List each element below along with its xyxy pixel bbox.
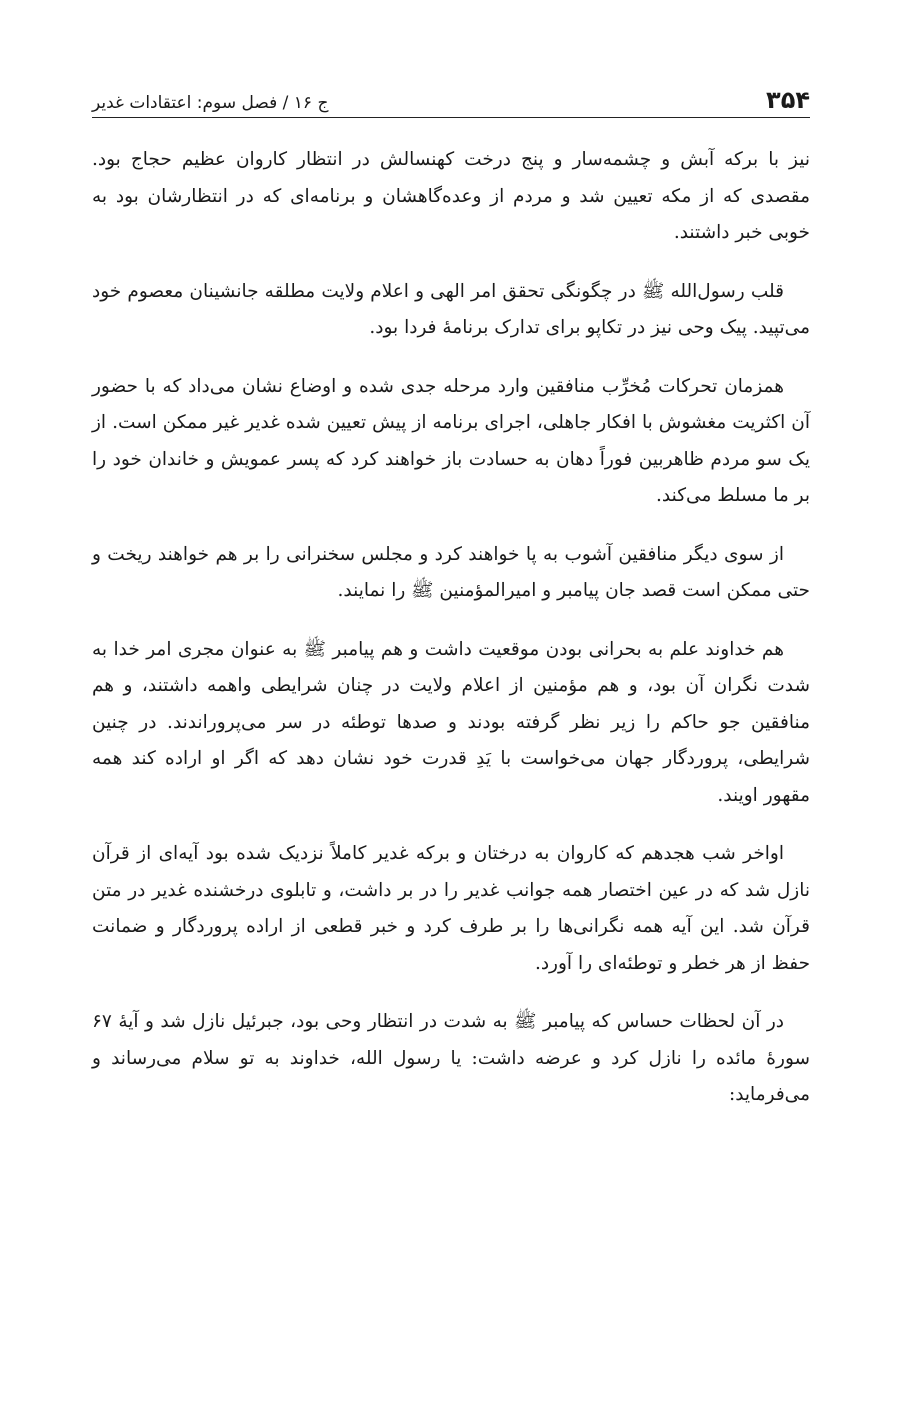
paragraph-1: نیز با برکه آبش و چشمه‌سار و پنج درخت کهنسالش در انتظار کاروان عظیم حجاج بود. مقصدی که از مکه تعیین شد و مردم از وعده‌گاهشان و برنامه‌ای که در انتظارشان بود به خوبی خبر داشتند. <box>92 149 810 243</box>
running-header <box>92 72 810 112</box>
paragraph-7: در آن لحظات حساس که پیامبر ﷺ به شدت در انتظار وحی بود، جبرئیل نازل شد و آیهٔ ۶۷ سورهٔ مائده را نازل کرد و عرضه داشت: یا رسول الله، خداوند به تو سلام می‌رساند و می‌فرماید: <box>92 1011 810 1105</box>
paragraph-4: از سوی دیگر منافقین آشوب به پا خواهند کرد و مجلس سخنرانی را بر هم خواهند ریخت و حتی ممکن است قصد جان پیامبر و امیرالمؤمنین ﷺ را نمایند. <box>92 543 810 601</box>
paragraph-5: هم خداوند علم به بحرانی بودن موقعیت داشت و هم پیامبر ﷺ به عنوان مجری امر خدا به شدت نگران آن بود، و هم مؤمنین از اعلام ولایت در چنان شرایطی واهمه داشتند، و هم منافقین جو حاکم را زیر نظر گرفته بودند و صدها توطئه در سر می‌پروراندند. در چنین شرایطی، پروردگار جهان می‌خواست با یَدِ قدرت خود نشان دهد که اگر او اراده کند همه مقهور اویند. <box>92 638 810 806</box>
paragraph-3: همزمان تحرکات مُخرِّب منافقین وارد مرحله جدی شده و اوضاع نشان می‌داد که با حضور آن اکثریت مغشوش با افکار جاهلی، اجرای برنامه از پیش تعیین شده غدیر غیر ممکن است. از یک سو مردم ظاهربین فوراً دهان به حسادت باز خواهند کرد که پسر عمویش و خاندان خود را بر ما مسلط می‌کند. <box>92 375 810 506</box>
book-page <box>92 0 810 1405</box>
header-rule <box>92 117 810 118</box>
body-text <box>92 142 810 1136</box>
page-number: ۳۵۴ <box>766 86 810 114</box>
running-title: ج ۱۶ / فصل سوم: اعتقادات غدیر <box>92 93 329 113</box>
paragraph-2: قلب رسول‌الله ﷺ در چگونگی تحقق امر الهی و اعلام ولایت مطلقه جانشینان معصوم خود می‌تپید. پیک وحی نیز در تکاپو برای تدارک برنامهٔ فردا بود. <box>92 280 810 338</box>
paragraph-6: اواخر شب هجدهم که کاروان به درختان و برکه غدیر کاملاً نزدیک شده بود آیه‌ای از قرآن نازل شد که در عین اختصار همه جوانب غدیر را در بر داشت، و تابلوی درخشنده غدیر در متن قرآن شد. این آیه همه نگرانی‌ها را بر طرف کرد و خبر قطعی از اراده پروردگار و ضمانت حفظ از هر خطر و توطئه‌ای را آورد. <box>92 843 810 974</box>
